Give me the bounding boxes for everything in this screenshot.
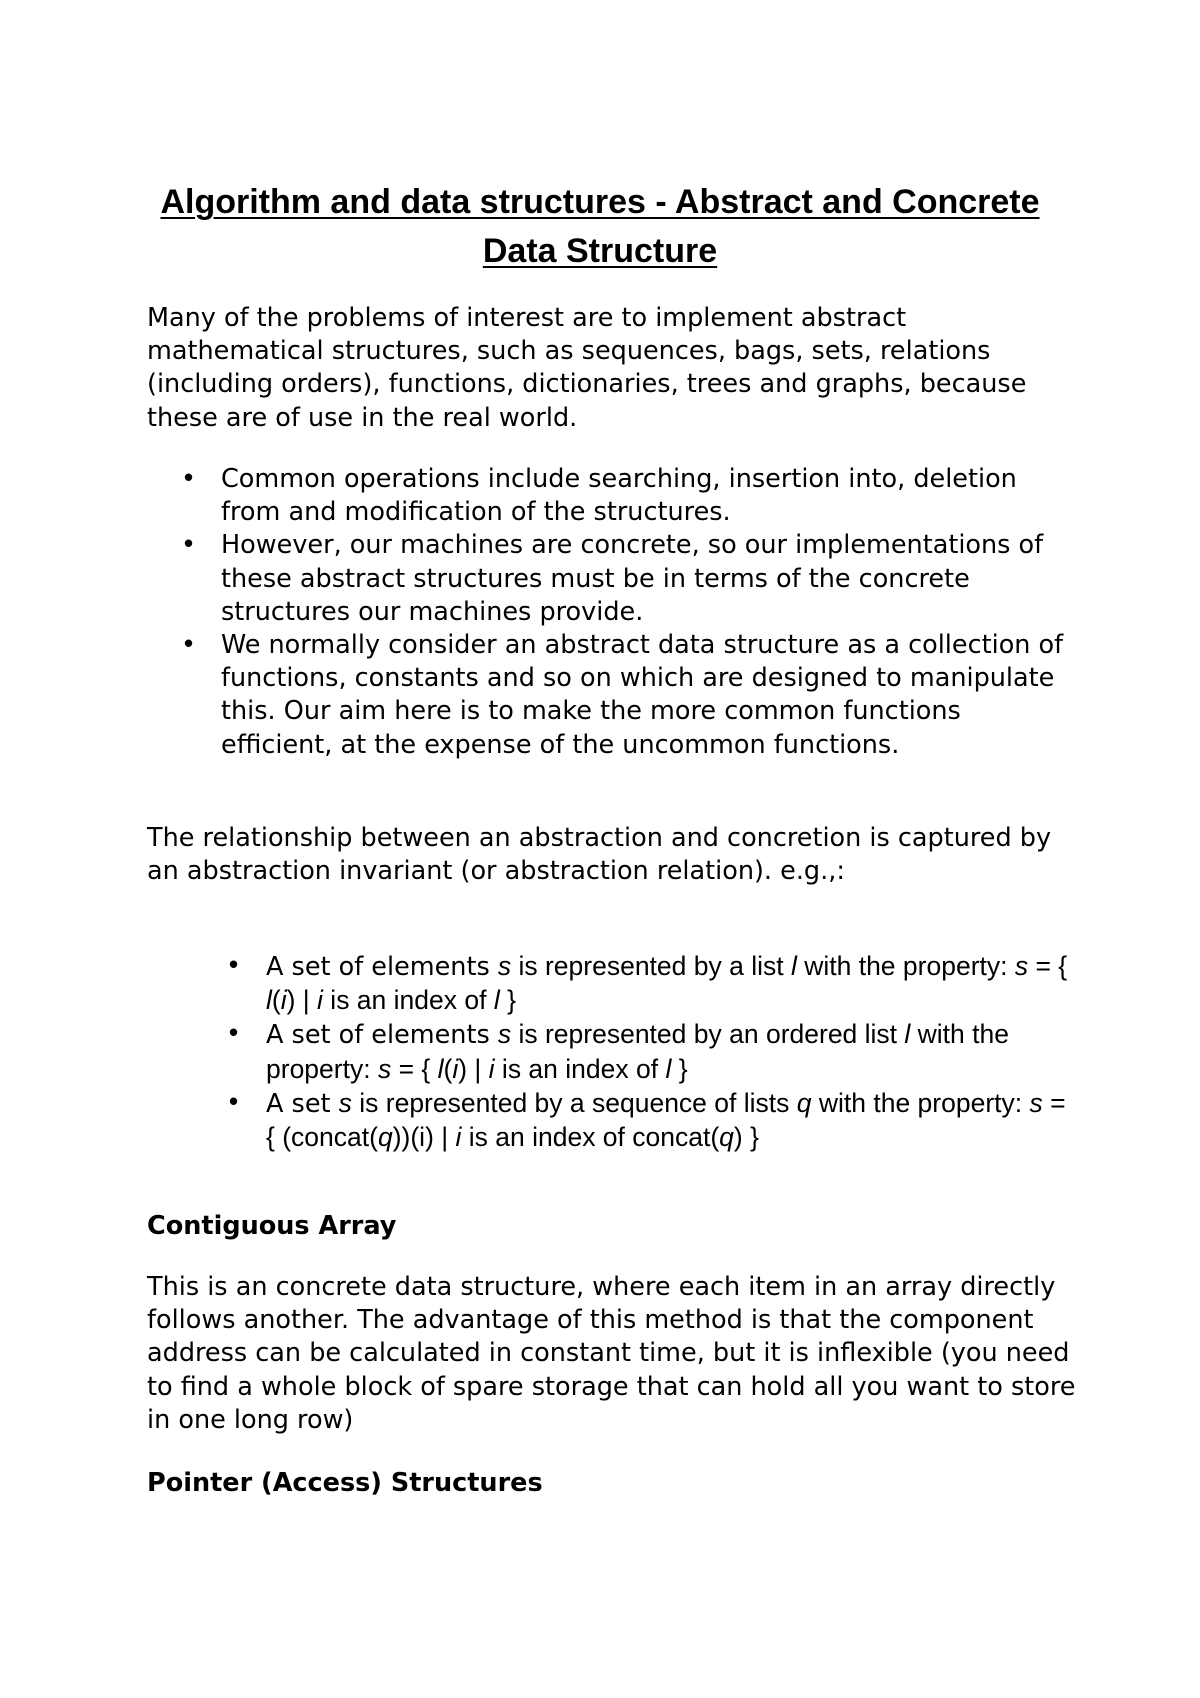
list-item: • A set of elements s is represented by an ordered list l with the property: s = { l(i) | i is an index of l } [266,1018,1076,1086]
operations-bullet-list [221,463,1066,762]
document-title-line-2: Data Structure [482,232,718,270]
list-item: • However, our machines are concrete, so our implementations of these abstract structures must be in terms of the concrete structures our machines provide. [221,529,1066,629]
document-title-line-1: Algorithm and data structures - Abstract and Concrete [160,183,1040,221]
section-heading-contiguous-array: Contiguous Array [147,1211,397,1241]
list-item: • A set s is represented by a sequence of lists q with the property: s = { (concat(q))(i) | i is an index of concat(q) } [266,1087,1076,1155]
list-item: • A set of elements s is represented by a list l with the property: s = { l(i) | i is an index of l } [266,950,1076,1018]
intro-paragraph: Many of the problems of interest are to implement abstract mathematical structures, such as sequences, bags, sets, relations (including orders), functions, dictionaries, trees and graphs, because these are of use in the real world. [147,303,1027,433]
contiguous-array-paragraph: This is an concrete data structure, where each item in an array directly follows another. The advantage of this method is that the component address can be calculated in constant time, but it is inflexible (you need to find a whole block of spare storage that can hold all you want to store in one long row) [147,1272,1076,1435]
section-heading-pointer-structures: Pointer (Access) Structures [147,1468,543,1498]
list-item: • Common operations include searching, insertion into, deletion from and modification of the structures. [221,463,1066,529]
list-item: • We normally consider an abstract data structure as a collection of functions, constants and so on which are designed to manipulate this. Our aim here is to make the more common functions efficient, at the expense of the uncommon functions. [221,629,1066,762]
relationship-paragraph: The relationship between an abstraction and concretion is captured by an abstraction invariant (or abstraction relation). e.g.,: [147,823,1052,887]
abstraction-examples-list [266,950,1076,1155]
